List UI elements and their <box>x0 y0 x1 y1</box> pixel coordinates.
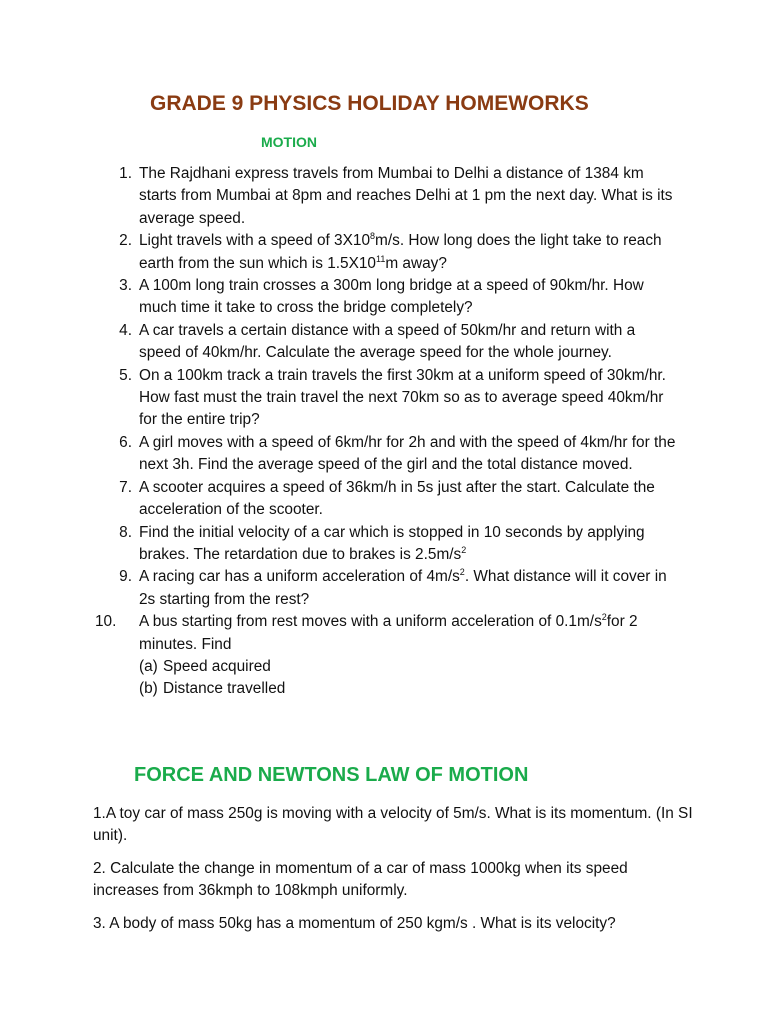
sub-item-label: (b) <box>139 680 158 698</box>
list-item <box>0 320 768 365</box>
question-number: 6. <box>119 433 132 451</box>
question-text-part: for 2 minutes. Find <box>139 613 638 653</box>
question-text-part: A bus starting from rest moves with a uniform acceleration of 0.1m/s <box>139 613 602 631</box>
section-heading-force: FORCE AND NEWTONS LAW OF MOTION <box>134 764 529 786</box>
force-question: 2. Calculate the change in momentum of a car of mass 1000kg when its speed increases from 36kmph to 108kmph uniformly. <box>93 860 628 900</box>
question-number: 3. <box>119 277 132 295</box>
sub-item <box>139 656 680 678</box>
question-text <box>139 232 662 271</box>
sub-item-label: (a) <box>139 657 158 675</box>
question-number: 9. <box>119 568 132 586</box>
question-number: 1. <box>119 165 132 182</box>
force-question: 1.A toy car of mass 250g is moving with a velocity of 5m/s. What is its momentum. (In SI unit). <box>93 805 693 845</box>
superscript: 11 <box>375 253 386 264</box>
question-text <box>139 613 638 652</box>
sub-item-text: Distance travelled <box>163 680 286 698</box>
question-number: 2. <box>119 232 132 250</box>
question-text-part: Light travels with a speed of 3X10 <box>139 232 371 250</box>
question-number: 5. <box>119 366 132 384</box>
superscript: 8 <box>370 231 376 242</box>
superscript: 2 <box>459 567 465 578</box>
motion-question-list <box>0 163 768 701</box>
superscript: 2 <box>601 612 607 623</box>
list-item <box>0 275 768 320</box>
question-text: A 100m long train crosses a 300m long bridge at a speed of 90km/hr. How much time it take to cross the bridge completely? <box>139 277 644 317</box>
question-number: 8. <box>119 523 132 541</box>
question-text-part: m/s. How long does the light take to reach earth from the sun which is 1.5X10 <box>139 232 662 272</box>
force-question: 3. A body of mass 50kg has a momentum of 250 kgm/s . What is its velocity? <box>93 915 616 932</box>
question-number: 7. <box>119 478 132 496</box>
question-text: On a 100km track a train travels the first 30km at a uniform speed of 30km/hr. How fast must the train travel the next 70km so as to average speed 40km/hr for the entire trip? <box>139 366 666 429</box>
list-item <box>0 432 768 477</box>
question-text-part: m away? <box>385 254 447 272</box>
question-text-part: A racing car has a uniform acceleration of 4m/s <box>139 568 460 586</box>
superscript: 2 <box>461 544 467 555</box>
list-item <box>0 566 768 611</box>
list-item <box>0 611 768 701</box>
question-text: A girl moves with a speed of 6km/hr for 2h and with the speed of 4km/hr for the next 3h. Find the average speed of the girl and the total distance moved. <box>139 433 676 474</box>
section-heading-motion: MOTION <box>261 134 317 150</box>
list-item <box>0 163 768 230</box>
sub-item <box>139 678 680 700</box>
question-number: 10. <box>95 613 117 631</box>
list-item <box>0 230 768 275</box>
question-text: The Rajdhani express travels from Mumbai to Delhi a distance of 1384 km starts from Mumbai at 8pm and reaches Delhi at 1 pm the next day. What is its average speed. <box>139 165 673 227</box>
question-text <box>139 524 645 563</box>
question-text-part: . What distance will it cover in 2s starting from the rest? <box>139 568 667 608</box>
list-item <box>0 522 768 567</box>
question-number: 4. <box>119 321 132 339</box>
question-text: A scooter acquires a speed of 36km/h in 5s just after the start. Calculate the acceleration of the scooter. <box>139 478 655 519</box>
question-text-part: Find the initial velocity of a car which is stopped in 10 seconds by applying brakes. The retardation due to brakes is 2.5m/s <box>139 523 645 563</box>
list-item <box>0 365 768 432</box>
list-item <box>0 477 768 522</box>
question-text <box>139 568 667 607</box>
page-title: GRADE 9 PHYSICS HOLIDAY HOMEWORKS <box>150 92 589 115</box>
question-text: A car travels a certain distance with a speed of 50km/hr and return with a speed of 40km/hr. Calculate the average speed for the whole journey. <box>139 321 636 362</box>
sub-item-text: Speed acquired <box>163 657 271 675</box>
